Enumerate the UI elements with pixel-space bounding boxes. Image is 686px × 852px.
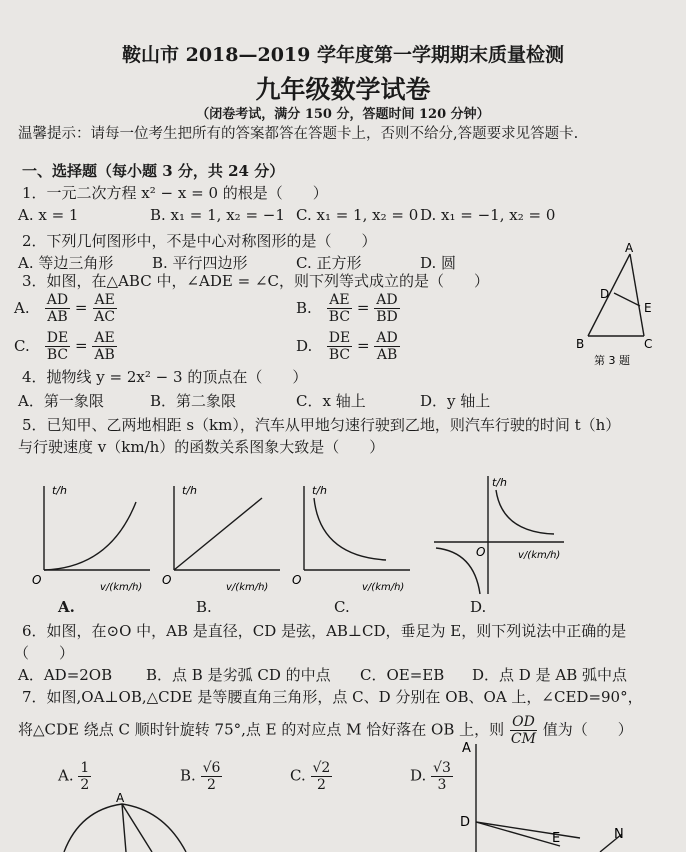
- svg-text:v/(km/h): v/(km/h): [100, 582, 143, 593]
- label-e: E: [644, 301, 652, 315]
- q3-option-d: D. $\frac{DE}{BC}$ = $\frac{AD}{AB}$: [296, 330, 398, 363]
- q7-figure: [450, 738, 686, 852]
- svg-text:O: O: [32, 573, 42, 587]
- q7-option-c: C. $\frac{√2}{2}$: [290, 760, 331, 793]
- svg-text:t/h: t/h: [312, 484, 327, 497]
- q1-stem: 1．一元二次方程 x² − x = 0 的根是（ ）: [22, 184, 328, 202]
- label-a: A: [625, 241, 634, 255]
- q4-stem: 4．抛物线 y = 2x² − 3 的顶点在（ ）: [22, 368, 308, 386]
- label-d: D: [600, 287, 610, 301]
- label-b: B: [576, 337, 585, 351]
- svg-text:O: O: [476, 545, 486, 559]
- svg-text:t/h: t/h: [492, 476, 507, 489]
- exam-subtitle: 九年级数学试卷: [255, 75, 431, 104]
- q5-graph-c: [290, 480, 416, 600]
- svg-text:A: A: [116, 792, 125, 805]
- svg-text:t/h: t/h: [182, 484, 197, 497]
- segment-ac: [630, 254, 644, 336]
- q5-graph-d: [430, 470, 580, 600]
- q1-option-a: A. x = 1: [18, 206, 79, 224]
- q7-option-a: A. $\frac{1}{2}$: [58, 760, 90, 793]
- q5-stem-line2: 与行驶速度 v（km/h）的函数关系图象大致是（ ）: [18, 438, 385, 456]
- q2-option-d: D. 圆: [420, 254, 457, 272]
- q7-option-b: B. $\frac{√6}{2}$: [180, 760, 221, 793]
- q3-stem: 3．如图，在△ABC 中，∠ADE = ∠C，则下列等式成立的是（ ）: [22, 272, 489, 290]
- label-c: C: [644, 337, 653, 351]
- segment-de: [614, 293, 640, 306]
- svg-text:t/h: t/h: [52, 484, 67, 497]
- q5-graph-a: [30, 480, 156, 600]
- q2-option-b: B. 平行四边形: [152, 254, 248, 272]
- svg-text:O: O: [162, 573, 172, 587]
- tip-text: 温馨提示：请每一位考生把所有的答案都答在答题卡上，否则不给分,答题要求见答题卡.: [18, 126, 579, 142]
- exam-note: （闭卷考试，满分 150 分，答题时间 120 分钟）: [196, 107, 490, 122]
- q2-option-a: A. 等边三角形: [18, 254, 114, 272]
- q1-option-d: D. x₁ = −1, x₂ = 0: [420, 206, 556, 224]
- section-heading: 一、选择题（每小题 3 分，共 24 分）: [22, 162, 285, 180]
- svg-text:v/(km/h): v/(km/h): [362, 582, 405, 593]
- svg-text:D: D: [460, 815, 471, 830]
- q3-option-b: B. $\frac{AE}{BC}$ = $\frac{AD}{BD}$: [296, 292, 398, 325]
- q2-stem: 2．下列几何图形中，不是中心对称图形的是（ ）: [22, 232, 377, 250]
- q6-option-c: C．OE=EB: [360, 666, 445, 684]
- q3-option-a: A. $\frac{AD}{AB}$ = $\frac{AE}{AC}$: [14, 292, 116, 325]
- q6-stem-line2: （ ）: [14, 644, 75, 662]
- q5-graph-b: [160, 480, 286, 600]
- q5-option-d-label: D.: [470, 598, 487, 616]
- svg-text:O: O: [292, 573, 302, 587]
- q5-option-b-label: B.: [196, 598, 212, 616]
- svg-text:A: A: [462, 741, 471, 756]
- q4-option-d: D．y 轴上: [420, 392, 491, 410]
- q7-option-d: D. $\frac{√3}{3}$: [410, 760, 451, 793]
- q1-option-b: B. x₁ = 1, x₂ = −1: [150, 206, 285, 224]
- q5-stem-line1: 5．已知甲、乙两地相距 s（km），汽车从甲地匀速行驶到乙地，则汽车行驶的时间 t（h）: [22, 416, 621, 434]
- svg-text:E: E: [552, 831, 561, 846]
- svg-text:v/(km/h): v/(km/h): [518, 550, 561, 561]
- q4-option-a: A．第一象限: [18, 392, 104, 410]
- q3-triangle-figure: [570, 240, 666, 370]
- q3-option-c: C. $\frac{DE}{BC}$ = $\frac{AE}{AB}$: [14, 330, 115, 363]
- q6-option-a: A．AD=2OB: [18, 666, 113, 684]
- q2-option-c: C. 正方形: [296, 254, 362, 272]
- q6-option-d: D．点 D 是 AB 弧中点: [472, 666, 627, 684]
- q4-option-b: B．第二象限: [150, 392, 237, 410]
- q6-circle-figure: [60, 792, 200, 852]
- svg-text:N: N: [614, 827, 624, 842]
- exam-title: 鞍山市 2018—2019 学年度第一学期期末质量检测: [122, 44, 564, 66]
- q6-option-b: B．点 B 是劣弧 CD 的中点: [146, 666, 331, 684]
- q1-option-c: C. x₁ = 1, x₂ = 0: [296, 206, 419, 224]
- q7-stem-line2: 将△CDE 绕点 C 顺时针旋转 75°,点 E 的对应点 M 恰好落在 OB 上，则 $\frac{OD}{CM}$ 值为（ ）: [18, 714, 633, 747]
- svg-text:v/(km/h): v/(km/h): [226, 582, 269, 593]
- q6-stem-line1: 6．如图，在⊙O 中，AB 是直径，CD 是弦，AB⊥CD，垂足为 E，则下列说法中正确的是: [22, 622, 627, 640]
- q4-option-c: C．x 轴上: [296, 392, 366, 410]
- q7-stem-line1: 7．如图,OA⊥OB,△CDE 是等腰直角三角形，点 C、D 分别在 OB、OA 上，∠CED=90°，: [22, 688, 643, 706]
- figure-caption: 第 3 题: [594, 354, 630, 367]
- q5-option-a-label: A.: [58, 598, 75, 616]
- q5-option-c-label: C.: [334, 598, 350, 616]
